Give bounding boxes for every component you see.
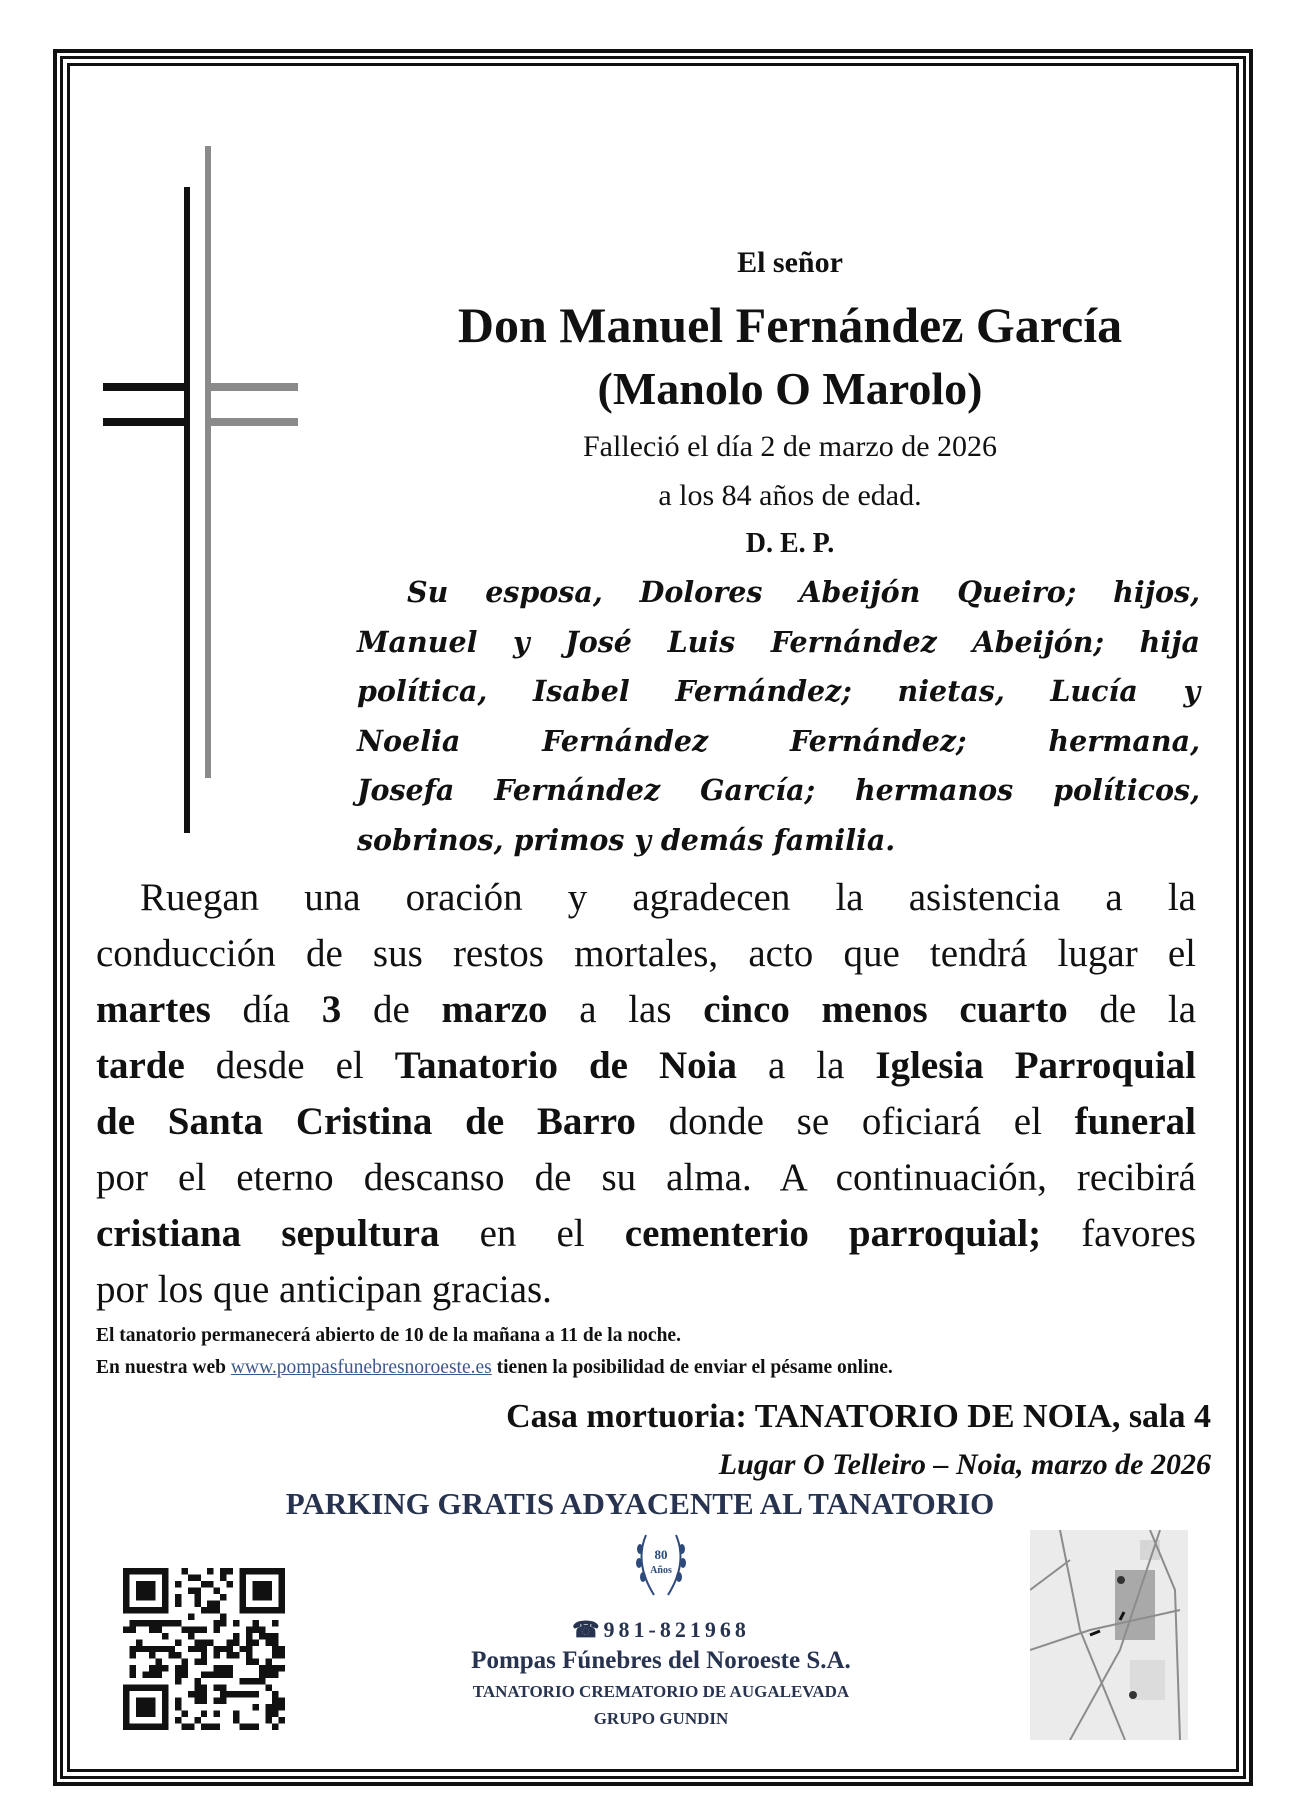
text: en el (439, 1212, 625, 1255)
location-map[interactable] (1030, 1530, 1188, 1740)
intro-text: El señor (737, 246, 843, 279)
paragraph-line (96, 1262, 1196, 1318)
family-line: Manuel y José Luis Fernández Abeijón; hija (357, 624, 1200, 659)
phone-line (211, 1617, 1111, 1643)
deceased-name: Don Manuel Fernández García (457, 297, 1123, 353)
web-prefix: En nuestra web (96, 1357, 231, 1378)
logo-anos: Años (650, 1565, 672, 1576)
text: desde el (184, 1044, 395, 1087)
web-suffix: tienen la posibilidad de enviar el pésame online. (491, 1357, 893, 1378)
bold-text: Iglesia Parroquial (875, 1044, 1196, 1087)
bold-text: marzo (441, 988, 548, 1031)
bold-text: Tanatorio de Noia (394, 1044, 737, 1087)
age: a los 84 años de edad. (658, 479, 922, 512)
text: a la (736, 1044, 876, 1087)
text: de la (1067, 988, 1197, 1031)
bold-text: funeral (1074, 1100, 1196, 1143)
crematorio: TANATORIO CREMATORIO DE AUGALEVADA (472, 1682, 850, 1701)
text: favores (1041, 1212, 1196, 1255)
casa-mortuoria: Casa mortuoria: TANATORIO DE NOIA, sala 4 (506, 1398, 1211, 1435)
family-line: sobrinos, primos y demás familia. (357, 822, 896, 857)
bold-text: cementerio parroquial; (624, 1212, 1042, 1255)
website-link[interactable]: www.pompasfunebresnoroeste.es (230, 1357, 492, 1378)
paragraph-line (96, 1038, 1196, 1094)
text: Ruegan una oración y agradecen la asistencia a la (140, 876, 1196, 919)
text: de (341, 988, 442, 1031)
telephone-icon: ☎ (572, 1617, 604, 1642)
company-name: Pompas Fúnebres del Noroeste S.A. (471, 1647, 851, 1674)
nickname: (Manolo O Marolo) (597, 363, 983, 414)
bold-text: tarde (96, 1044, 185, 1087)
family-line: Josefa Fernández García; hermanos políticos, (357, 773, 1200, 807)
bold-text: cristiana sepultura (96, 1212, 440, 1255)
text: por el eterno descanso de su alma. A continuación, recibirá (96, 1156, 1196, 1199)
paragraph-line (96, 1150, 1196, 1206)
logo-80: 80 (654, 1547, 668, 1562)
paragraph-line (96, 1206, 1196, 1262)
web-note (96, 1357, 893, 1379)
hours-note: El tanatorio permanecerá abierto de 10 de la mañana a 11 de la noche. (96, 1325, 681, 1346)
paragraph-line (96, 870, 1196, 926)
text: donde se oficiará el (635, 1100, 1075, 1143)
ceremony-paragraph (96, 870, 1196, 1318)
text: día (210, 988, 322, 1031)
parking-notice: PARKING GRATIS ADYACENTE AL TANATORIO (285, 1486, 995, 1521)
paragraph-line (96, 982, 1196, 1038)
text: conducción de sus restos mortales, acto que tendrá lugar el (96, 932, 1196, 975)
group-name: GRUPO GUNDIN (593, 1709, 729, 1728)
bold-text: cinco menos cuarto (703, 988, 1068, 1031)
family-line: política, Isabel Fernández; nietas, Lucía y (357, 674, 1200, 708)
bold-text: 3 (321, 988, 342, 1031)
family-line: Su esposa, Dolores Abeijón Queiro; hijos, (407, 575, 1200, 609)
family-line: Noelia Fernández Fernández; hermana, (357, 723, 1200, 758)
family-list (357, 568, 1200, 865)
bold-text: de Santa Cristina de Barro (96, 1100, 636, 1143)
dep: D. E. P. (745, 528, 835, 559)
anniversary-logo (628, 1525, 694, 1603)
paragraph-line (96, 926, 1196, 982)
phone-number: 981-821968 (603, 1617, 750, 1642)
paragraph-line (96, 1094, 1196, 1150)
text: por los que anticipan gracias. (96, 1268, 552, 1311)
bold-text: martes (96, 988, 211, 1031)
place-date: Lugar O Telleiro – Noia, marzo de 2026 (718, 1448, 1211, 1481)
death-date: Falleció el día 2 de marzo de 2026 (582, 430, 998, 463)
text: a las (547, 988, 704, 1031)
